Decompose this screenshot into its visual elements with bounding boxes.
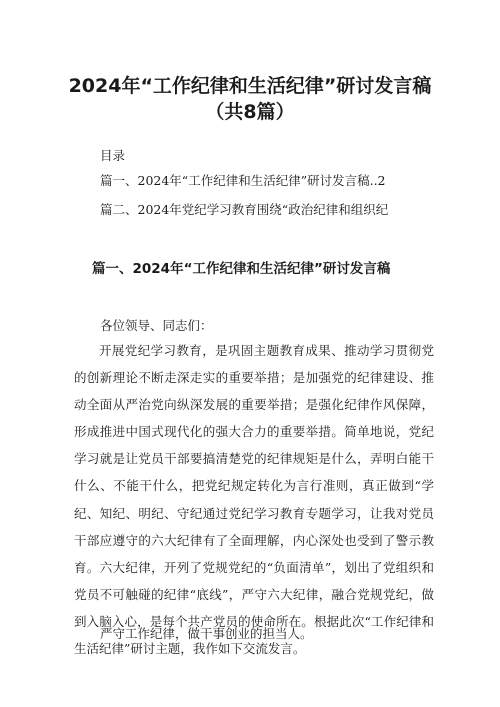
closing-line: 严守工作纪律，做干事创业的担当人。 xyxy=(100,626,313,641)
document-title: 2024年“工作纪律和生活纪律”研讨发言稿 xyxy=(68,75,432,97)
toc-heading: 目录 xyxy=(100,148,126,163)
section-heading: 篇一、2024年“工作纪律和生活纪律”研讨发言稿 xyxy=(92,261,391,277)
body-paragraph: 开展党纪学习教育，是巩固主题教育成果、推动学习贯彻党的创新理论不断走深走实的重要举措；是加强党的纪律建设、推动全面从严治党向纵深发展的重要举措；是强化纪律作风保障，形成推进中国式现代化的强大合力的重要举措。简单地说，党纪学习就是让党员干部要搞清楚党的纪律规矩是什么，弄明白能干什么、不能干什么，把党纪规定转化为言行准则，真正做到“学纪、知纪、明纪、守纪通过党纪学习教育专题学习，让我对党员干部应遵守的六大纪律有了全面理解，内心深处也受到了警示教育。六大纪律，开列了党规党纪的“负面清单”，划出了党组织和党员不可触碰的纪律“底线”，严守六大纪律，融合党规党纪，做到入脑入心，是每个共产党员的使命所在。根据此次“工作纪律和生活纪律”研讨主题，我作如下交流发言。 xyxy=(74,343,434,657)
toc-item-1[interactable]: 篇一、2024年“工作纪律和生活纪律”研讨发言稿..2 xyxy=(100,173,386,188)
greeting: 各位领导、同志们： xyxy=(100,318,213,333)
document-subtitle-count: （共8篇） xyxy=(205,101,295,123)
toc-item-2[interactable]: 篇二、2024年党纪学习教育围绕“政治纪律和组织纪 xyxy=(100,202,389,217)
